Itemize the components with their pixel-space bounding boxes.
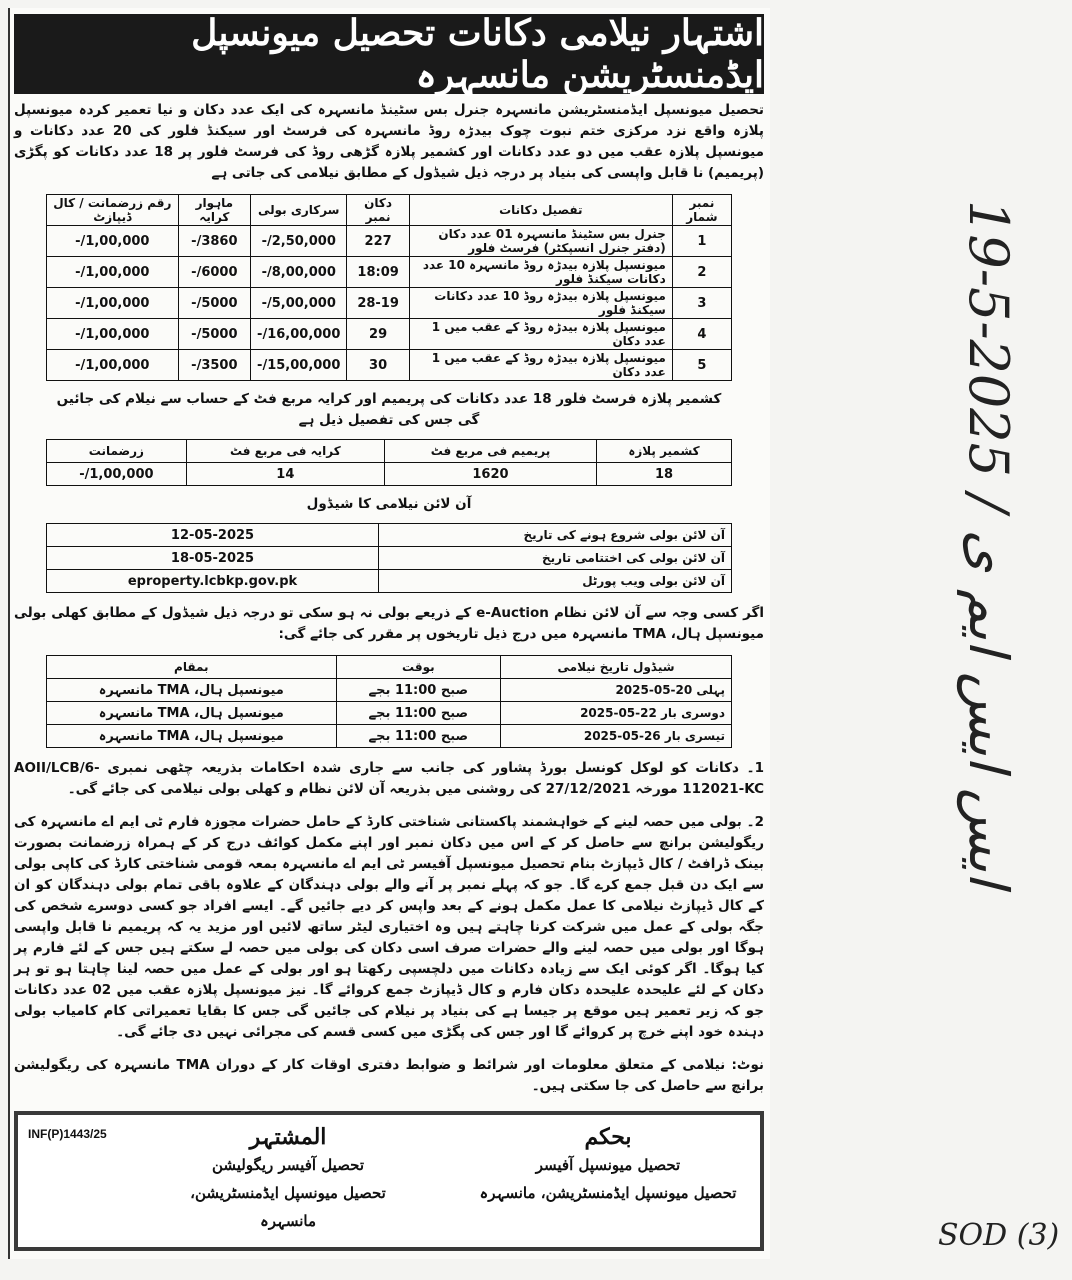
- cell: 5,00,000/-: [251, 288, 347, 319]
- cell: 1,00,000/-: [47, 288, 179, 319]
- col-date: شیڈول تاریخ نیلامی: [501, 656, 732, 679]
- cell: 18:09: [347, 257, 409, 288]
- cell: صبح 11:00 بجے: [336, 702, 501, 725]
- cell: 227: [347, 226, 409, 257]
- cell: تیسری بار 26-05-2025: [501, 725, 732, 748]
- table-row: [47, 679, 732, 702]
- table-row: [47, 350, 732, 381]
- col-govt-bid: سرکاری بولی: [251, 195, 347, 226]
- online-schedule-title: آن لائن نیلامی کا شیڈول: [306, 496, 472, 512]
- cell: 1: [672, 226, 731, 257]
- cell: آن لائن بولی شروع ہونے کی تاریخ: [379, 524, 732, 547]
- cell: پہلی 20-05-2025: [501, 679, 732, 702]
- table-row: [47, 524, 732, 547]
- table-row: [47, 547, 732, 570]
- table-row: [47, 288, 732, 319]
- cell: 29: [347, 319, 409, 350]
- col-security: زرضمانت: [47, 440, 187, 463]
- handwritten-sod-note: SOD (3): [938, 1218, 1060, 1253]
- cell: 2: [672, 257, 731, 288]
- col-premium: پریمیم فی مربع فٹ: [384, 440, 596, 463]
- cell: میونسپل پلازہ بیدڑہ روڈ 10 عدد دکانات سیکنڈ فلور: [409, 288, 672, 319]
- order-line2: تحصیل میونسپل ایڈمنسٹریشن، مانسہرہ: [479, 1184, 737, 1202]
- cell: میونسپل ہال، TMA مانسہرہ: [47, 702, 337, 725]
- cell: 3500/-: [178, 350, 250, 381]
- condition-1: 1۔ دکانات کو لوکل کونسل بورڈ پشاور کی جانب سے جاری شدہ احکامات بذریعہ چٹھی نمبری AOII/LCB/6-112021-KC مورخہ 27/12/2021 کی روشنی میں بذریعہ آن لائن نظام و کھلی بولی نیلامی کی جائے گی۔: [14, 760, 764, 797]
- kashmir-table: [46, 439, 732, 486]
- cell: 18-05-2025: [47, 547, 379, 570]
- cell: میونسپل پلازہ بیدڑہ روڈ کے عقب میں 1 عدد دکان: [409, 350, 672, 381]
- order-heading: بحکم: [584, 1124, 632, 1150]
- fallback-note: اگر کسی وجہ سے آن لائن نظام e-Auction کے ذریعے بولی نہ ہو سکی تو درجہ ذیل شیڈول کے مطابق کھلی بولی میونسپل ہال، TMA مانسہرہ میں درج ذیل تاریخوں پر مقرر کی جائے گی:: [14, 605, 765, 642]
- cell: میونسپل پلازہ بیدڑہ روڈ کے عقب میں 1 عدد دکان: [409, 319, 672, 350]
- cell: جنرل بس سٹینڈ مانسہرہ 01 عدد دکان (دفتر جنرل انسپکٹر) فرسٹ فلور: [409, 226, 672, 257]
- reference-number: INF(P)1443/25: [28, 1127, 107, 1141]
- auction-schedule-table: [46, 655, 732, 748]
- advertiser-line2: تحصیل میونسپل ایڈمنسٹریشن، مانسہرہ: [190, 1184, 386, 1230]
- handwritten-margin-note: 19-5-2025 / ایس ایس ایم ی: [957, 200, 1020, 888]
- cell: 5000/-: [178, 288, 250, 319]
- table-row: [47, 257, 732, 288]
- cell: 1,00,000/-: [47, 350, 179, 381]
- cell: 3860/-: [178, 226, 250, 257]
- cell: آن لائن بولی ویب پورٹل: [379, 570, 732, 593]
- table-row: [47, 463, 732, 486]
- cell: 12-05-2025: [47, 524, 379, 547]
- order-block: [478, 1123, 738, 1207]
- table-row: [47, 570, 732, 593]
- col-plaza: کشمیر پلازہ: [597, 440, 732, 463]
- cell: آن لائن بولی کی اختتامی تاریخ: [379, 547, 732, 570]
- col-rent: کرایہ فی مربع فٹ: [186, 440, 384, 463]
- advertiser-line1: تحصیل آفیسر ریگولیشن: [211, 1156, 365, 1174]
- advertisement-title: اشتہار نیلامی دکانات تحصیل میونسپل ایڈمنسٹریشن مانسہرہ: [14, 14, 764, 94]
- col-details: تفصیل دکانات: [409, 195, 672, 226]
- table-header-row: [47, 195, 732, 226]
- online-schedule-table: [46, 523, 732, 593]
- col-time: بوقت: [336, 656, 501, 679]
- condition-2: 2۔ بولی میں حصہ لینے کے خواہشمند پاکستانی شناختی کارڈ کے حامل حضرات مجوزہ فارم ٹی ایم اے مانسہرہ کی ریگولیشن برانچ سے حاصل کر کے اس میں دکان نمبر اور اپنے مکمل کوائف درج کر کے ہمراہ زرضمانت بصورت بینک ڈرافٹ / کال ڈیپازٹ بنام تحصیل میونسپل آفیسر ٹی ایم اے مانسہرہ بمعہ قومی شناختی کارڈ کی کاپی بولی سے ایک دن قبل جمع کرے گا۔ جو کہ پہلے نمبر پر آنے والے بولی دہندگان کے علاوہ باقی تمام بولی دہندگان کو ان کے کال ڈیپازٹ نیلامی کا عمل مکمل ہونے کے بعد واپس کر دیے جائیں گے۔ ایسے افراد جو کسی دوسرے شخص کی جگہ بولی کے عمل میں شرکت کرنا چاہتے ہیں وہ اختیاری لیٹر ساتھ لائیں اور مزید یہ کہ پریمیم نا قابل واپسی ہوگا اور بولی میں حصہ لینے والے حضرات صرف اسی دکان کی بولی میں حصہ لے سکتے ہیں جس کے لئے فارم پر کیا ہوگا۔ اگر کوئی ایک سے زیادہ دکانات میں دلچسپی رکھتا ہو اور بولی کے عمل میں حصہ لینا چاہتا ہو تو ہر دکان کے لئے علیحدہ علیحدہ دکان فارم و کال ڈیپازٹ جمع کروائے گا۔ نیز میونسپل پلازہ عقب میں 02 عدد دکانات جو کہ زیر تعمیر ہیں موقع پر جیسا ہے کی بنیاد پر نیلام کی جائیں گی جس کا بقایا تعمیراتی کام کامیاب بولی دہندہ خود اپنے خرچ پر کروائے گا اور جس کی پگڑی میں کسی قسم کی مجرائی نہیں دی جائے گی۔: [14, 814, 764, 1040]
- cell: 3: [672, 288, 731, 319]
- intro-paragraph: تحصیل میونسپل ایڈمنسٹریشن مانسہرہ جنرل بس سٹینڈ مانسہرہ کی ایک عدد دکان و نیا تعمیر کردہ میونسپل پلازہ واقع نزد مرکزی ختم نبوت چوک بیدڑہ روڈ مانسہرہ کی فرسٹ اور سیکنڈ فلور کی 20 عدد دکانات و میونسپل پلازہ عقب میں دو عدد دکانات اور کشمیر پلازہ گڑھی روڈ کی فرسٹ فلور پر 18 عدد دکانات کو پگڑی (پریمیم) نا قابل واپسی کی بنیاد پر درجہ ذیل شیڈول کے مطابق نیلامی کی جاتی ہے: [14, 102, 764, 181]
- cell: 18: [597, 463, 732, 486]
- cell: 1,00,000/-: [47, 257, 179, 288]
- cell: 28-19: [347, 288, 409, 319]
- cell: 14: [186, 463, 384, 486]
- cell: 1,00,000/-: [47, 463, 187, 486]
- advertiser-block: [168, 1123, 408, 1235]
- footer-signatures: [14, 1111, 764, 1251]
- table-row: [47, 319, 732, 350]
- cell: 1,00,000/-: [47, 319, 179, 350]
- table-row: [47, 725, 732, 748]
- cell: 4: [672, 319, 731, 350]
- cell: میونسپل پلازہ بیدڑہ روڈ مانسہرہ 10 عدد دکانات سیکنڈ فلور: [409, 257, 672, 288]
- advertisement-body: [14, 14, 764, 1251]
- col-serial: نمبر شمار: [672, 195, 731, 226]
- table-row: [47, 226, 732, 257]
- cell: 30: [347, 350, 409, 381]
- note: نوٹ: نیلامی کے متعلق معلومات اور شرائط و ضوابط دفتری اوقات کار کے دوران TMA مانسہرہ کی ریگولیشن برانچ سے حاصل کی جا سکتی ہیں۔: [14, 1057, 764, 1094]
- cell: صبح 11:00 بجے: [336, 679, 501, 702]
- cell: 8,00,000/-: [251, 257, 347, 288]
- shops-table: [46, 194, 732, 381]
- col-venue: بمقام: [47, 656, 337, 679]
- cell: 5: [672, 350, 731, 381]
- advertiser-heading: المشتہر: [249, 1124, 327, 1150]
- col-shop-no: دکان نمبر: [347, 195, 409, 226]
- cell: میونسپل ہال، TMA مانسہرہ: [47, 725, 337, 748]
- kashmir-note: کشمیر پلازہ فرسٹ فلور 18 عدد دکانات کی پریمیم اور کرایہ مربع فٹ کے حساب سے نیلام کی جائیں گی جس کی تفصیل ذیل ہے: [56, 391, 722, 428]
- col-security: رقم زرضمانت / کال ڈیپازٹ: [47, 195, 179, 226]
- cell: 2,50,000/-: [251, 226, 347, 257]
- table-row: [47, 702, 732, 725]
- cell: 16,00,000/-: [251, 319, 347, 350]
- cell: دوسری بار 22-05-2025: [501, 702, 732, 725]
- col-monthly-rent: ماہوار کرایہ: [178, 195, 250, 226]
- cell: 1620: [384, 463, 596, 486]
- portal-link[interactable]: eproperty.lcbkp.gov.pk: [47, 570, 379, 593]
- cell: 5000/-: [178, 319, 250, 350]
- newspaper-clipping: [8, 8, 770, 1259]
- cell: 1,00,000/-: [47, 226, 179, 257]
- cell: 15,00,000/-: [251, 350, 347, 381]
- order-line1: تحصیل میونسپل آفیسر: [535, 1156, 681, 1174]
- cell: میونسپل ہال، TMA مانسہرہ: [47, 679, 337, 702]
- cell: 6000/-: [178, 257, 250, 288]
- cell: صبح 11:00 بجے: [336, 725, 501, 748]
